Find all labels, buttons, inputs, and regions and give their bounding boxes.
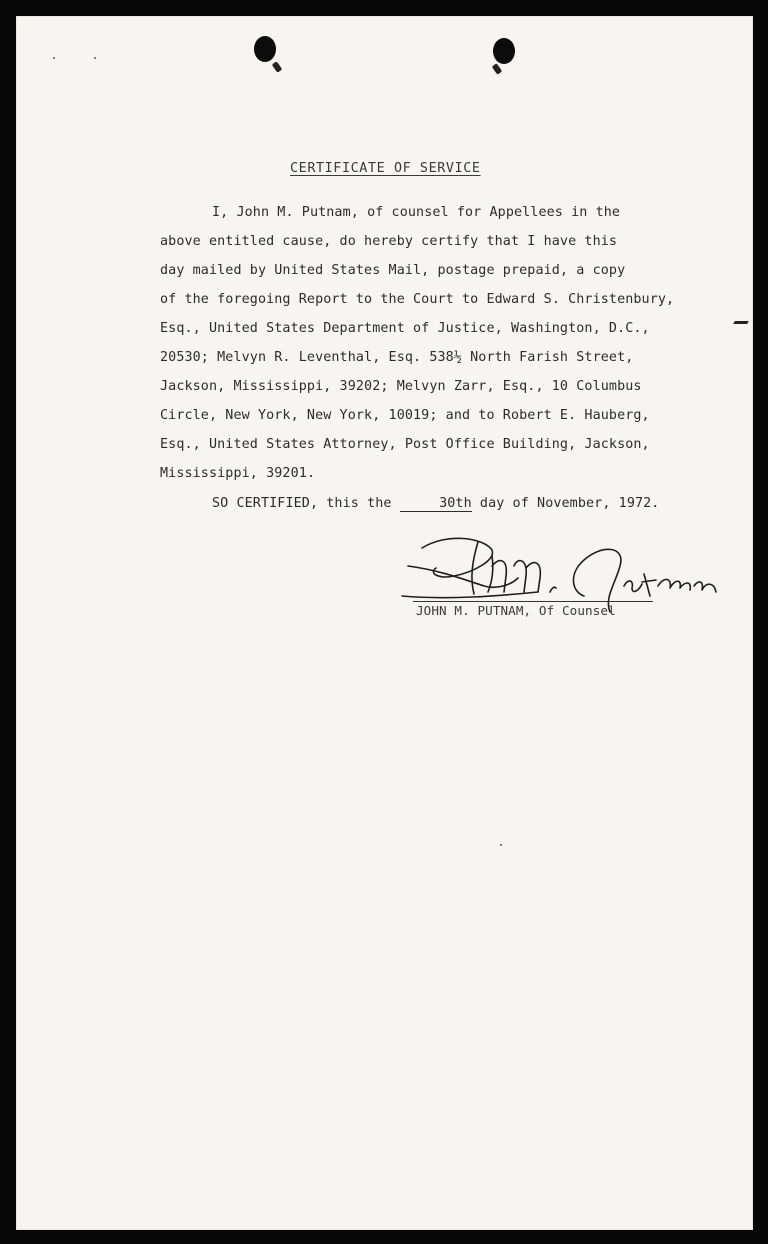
- body-line: of the foregoing Report to the Court to Edward S. Christenbury,: [160, 292, 675, 307]
- body-line: above entitled cause, do hereby certify that I have this: [160, 234, 618, 249]
- margin-mark: [733, 321, 749, 324]
- document-title: CERTIFICATE OF SERVICE: [290, 161, 481, 176]
- certified-day-blank: 30th: [400, 497, 472, 512]
- body-line: Esq., United States Department of Justice, Washington, D.C.,: [160, 321, 650, 336]
- body-line: 20530; Melvyn R. Leventhal, Esq. 538½ North Farish Street,: [160, 350, 634, 365]
- signer-name: JOHN M. PUTNAM, Of Counsel: [416, 603, 616, 618]
- body-line: day mailed by United States Mail, postage prepaid, a copy: [160, 263, 626, 278]
- signature-line: [413, 601, 653, 602]
- punch-hole-left: [254, 36, 276, 62]
- punch-hole-right-tail: [492, 63, 503, 75]
- paper-speck: [500, 844, 502, 846]
- body-line: Esq., United States Attorney, Post Office Building, Jackson,: [160, 437, 650, 452]
- punch-hole-right: [493, 38, 515, 64]
- certified-prefix: SO CERTIFIED, this the: [212, 496, 392, 511]
- body-line: Circle, New York, New York, 10019; and to Robert E. Hauberg,: [160, 408, 650, 423]
- paper-speck: [53, 57, 55, 59]
- body-line: Mississippi, 39201.: [160, 466, 316, 481]
- certified-suffix: day of November, 1972.: [479, 496, 660, 511]
- paper-speck: [94, 57, 96, 59]
- document-page: [16, 16, 753, 1230]
- certified-line: [212, 496, 659, 512]
- body-line: I, John M. Putnam, of counsel for Appellees in the: [212, 205, 621, 220]
- punch-hole-left-tail: [272, 61, 283, 73]
- body-line: Jackson, Mississippi, 39202; Melvyn Zarr, Esq., 10 Columbus: [160, 379, 642, 394]
